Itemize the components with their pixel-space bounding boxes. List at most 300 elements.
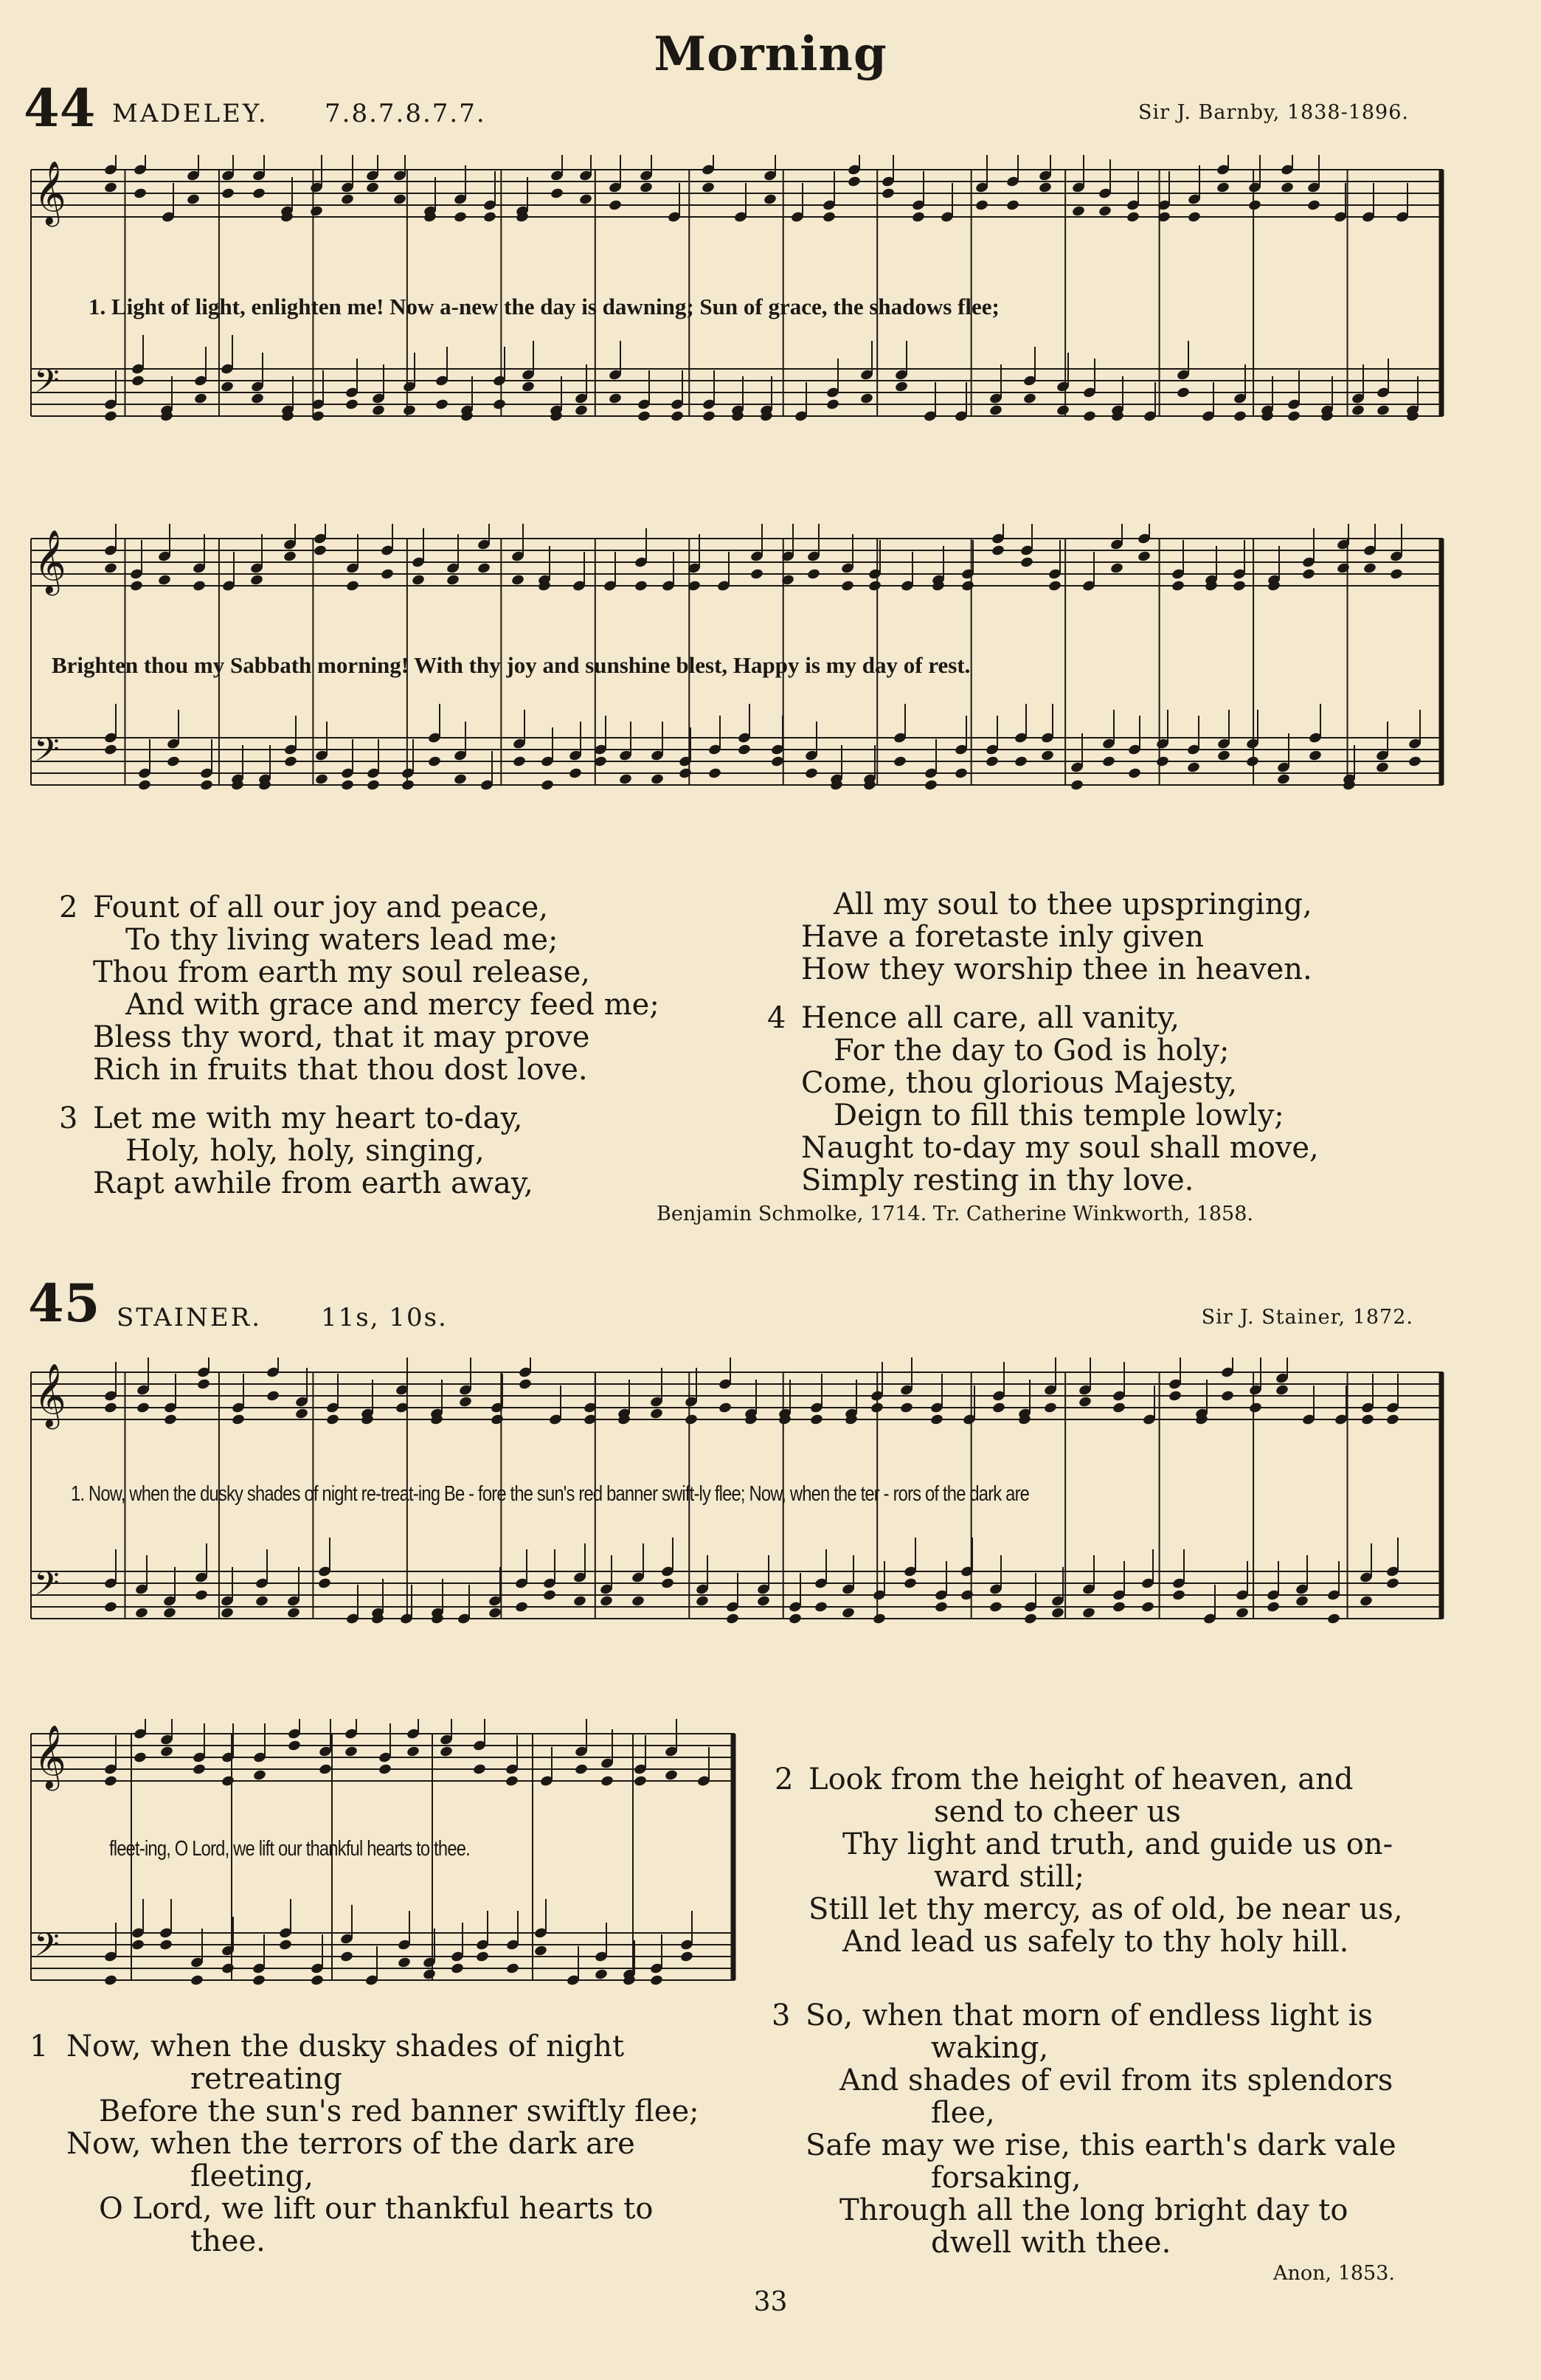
verse-4 xyxy=(767,1002,1446,1197)
note-head xyxy=(378,1763,392,1776)
note-head xyxy=(840,580,854,592)
note-head xyxy=(763,193,777,206)
note-head xyxy=(1385,1577,1399,1590)
note-head xyxy=(1308,750,1322,762)
note-head xyxy=(988,404,1002,417)
note-head xyxy=(533,1945,547,1957)
note-head xyxy=(1385,1414,1399,1426)
note-head xyxy=(868,580,882,592)
note-head xyxy=(725,1613,739,1625)
note-head xyxy=(1389,568,1403,581)
note-head xyxy=(1040,750,1054,762)
note-head xyxy=(650,773,664,786)
note-head xyxy=(1126,211,1140,224)
note-head xyxy=(190,1974,204,1987)
note-head xyxy=(550,187,564,200)
note-head xyxy=(446,574,460,587)
note-head xyxy=(804,767,818,780)
note-head xyxy=(103,181,117,194)
note-head xyxy=(250,392,264,405)
note-head xyxy=(572,1595,586,1608)
verse-line: retreating xyxy=(190,2062,342,2096)
verse-number: 2 xyxy=(775,1762,794,1796)
note-head xyxy=(649,1408,663,1420)
note-head xyxy=(157,574,171,587)
verse-line: Rich in fruits that thou dost love. xyxy=(93,1053,588,1087)
note-head xyxy=(1376,404,1390,417)
note-head xyxy=(345,580,359,592)
verse-line: Deign to fill this temple lowly; xyxy=(834,1099,1284,1132)
note-head xyxy=(339,1951,353,1963)
treble-clef-icon: 𝄞 xyxy=(34,1725,66,1788)
note-head xyxy=(199,779,213,792)
note-head xyxy=(220,1607,234,1619)
lyrics-line: Brighten thou my Sabbath morning! With thy joy and sunshine blest, Happy is my day of rest. xyxy=(52,652,971,678)
note-head xyxy=(1043,1402,1057,1414)
note-head xyxy=(639,181,653,194)
note-head xyxy=(371,404,385,417)
note-head xyxy=(450,1962,464,1975)
note-head xyxy=(1098,205,1112,218)
music-system-45-1 xyxy=(30,1357,1446,1704)
verse-line: How they worship thee in heaven. xyxy=(801,952,1312,986)
note-head xyxy=(159,1939,173,1951)
note-head xyxy=(492,398,506,411)
note-head xyxy=(574,1763,588,1776)
note-head xyxy=(1245,755,1259,768)
note-head xyxy=(974,199,988,212)
verse-line: Thou from earth my soul release, xyxy=(93,955,590,989)
note-head xyxy=(458,1396,472,1408)
verse-line: And lead us safely to thy holy hill. xyxy=(842,1925,1349,1959)
note-head xyxy=(196,1378,210,1391)
note-head xyxy=(684,1414,698,1426)
note-head xyxy=(608,392,622,405)
note-head xyxy=(1112,1402,1126,1414)
note-head xyxy=(991,544,1005,557)
note-head xyxy=(220,381,234,393)
note-head xyxy=(1295,1595,1309,1608)
note-head xyxy=(1336,562,1350,575)
verse-number: 4 xyxy=(767,1001,786,1035)
meter: 7.8.7.8.7.7. xyxy=(325,99,486,128)
hymn-number: 45 xyxy=(28,1273,100,1334)
note-head xyxy=(512,755,526,768)
note-head xyxy=(1109,562,1123,575)
verse-line: thee. xyxy=(190,2224,266,2258)
note-head xyxy=(1112,1601,1126,1613)
note-head xyxy=(1216,750,1230,762)
verse-line: Simply resting in thy love. xyxy=(801,1163,1194,1197)
note-head xyxy=(287,1740,301,1752)
verse-number: 2 xyxy=(59,890,78,924)
tune-name: STAINER. xyxy=(117,1303,263,1332)
verse-line: All my soul to thee upspringing, xyxy=(834,888,1312,921)
bass-clef-icon: 𝄢 xyxy=(34,1564,60,1611)
verse-line: Fount of all our joy and peace, xyxy=(93,890,549,924)
note-head xyxy=(1070,779,1084,792)
note-head xyxy=(1168,1390,1182,1402)
note-head xyxy=(1235,1607,1249,1619)
note-head xyxy=(894,381,908,393)
note-head xyxy=(129,580,143,592)
verse-line: Through all the long bright day to xyxy=(839,2193,1348,2227)
note-head xyxy=(924,779,938,792)
note-head xyxy=(505,1962,519,1975)
note-head xyxy=(411,574,425,587)
note-head xyxy=(1022,392,1036,405)
note-head xyxy=(695,1595,709,1608)
verse-line: Bless thy word, that it may prove xyxy=(93,1020,590,1054)
note-head xyxy=(453,211,467,224)
note-head xyxy=(103,1974,117,1987)
note-head xyxy=(1216,181,1230,194)
note-head xyxy=(344,1746,358,1758)
note-head xyxy=(163,1414,177,1426)
note-head xyxy=(401,779,415,792)
note-head xyxy=(701,181,715,194)
music-system-44-1 xyxy=(30,155,1446,502)
note-head xyxy=(599,1595,613,1608)
note-head xyxy=(518,1378,532,1391)
note-head xyxy=(1187,211,1201,224)
note-head xyxy=(1276,773,1290,786)
hymn-number: 44 xyxy=(24,77,96,139)
note-head xyxy=(960,1589,974,1602)
note-head xyxy=(1248,1402,1262,1414)
note-head xyxy=(286,1607,300,1619)
note-head xyxy=(221,1962,235,1975)
verse-3 xyxy=(59,1102,738,1200)
note-head xyxy=(521,381,535,393)
note-head xyxy=(310,1974,324,1987)
note-head xyxy=(574,404,588,417)
note-head xyxy=(344,398,359,411)
verse-line: Hence all care, all vanity, xyxy=(801,1001,1180,1035)
note-head xyxy=(103,744,117,756)
note-head xyxy=(380,568,394,581)
note-head xyxy=(899,1402,913,1414)
note-head xyxy=(482,211,496,224)
note-head xyxy=(1078,1396,1092,1408)
note-head xyxy=(756,1595,770,1608)
note-head xyxy=(318,1763,332,1776)
verse-line: Rapt awhile from earth away, xyxy=(93,1166,533,1200)
note-head xyxy=(159,1746,173,1758)
note-head xyxy=(893,755,907,768)
note-head xyxy=(814,1601,828,1613)
note-head xyxy=(841,1607,855,1619)
note-head xyxy=(749,568,763,581)
note-head xyxy=(488,1607,502,1619)
note-head xyxy=(134,1607,148,1619)
note-head xyxy=(1351,404,1365,417)
verse-line: Naught to-day my soul shall move, xyxy=(801,1131,1319,1165)
note-head xyxy=(249,574,263,587)
note-head xyxy=(1362,562,1376,575)
verse-line: ward still; xyxy=(934,1860,1084,1894)
note-head xyxy=(1233,410,1247,423)
note-head xyxy=(510,574,524,587)
verse-line: Come, thou glorious Majesty, xyxy=(801,1066,1238,1100)
treble-clef-icon: 𝄞 xyxy=(34,161,66,224)
note-head xyxy=(340,779,354,792)
verse-2 xyxy=(59,891,738,1086)
note-head xyxy=(402,404,416,417)
note-head xyxy=(568,767,582,780)
note-head xyxy=(678,767,692,780)
note-head xyxy=(254,1595,269,1608)
verse-line: Now, when the terrors of the dark are xyxy=(66,2127,635,2161)
note-head xyxy=(278,1939,292,1951)
note-head xyxy=(660,1577,674,1590)
verse-line: Safe may we rise, this earth's dark vale xyxy=(806,2128,1396,2162)
note-head xyxy=(1266,1601,1280,1613)
note-head xyxy=(1275,1384,1289,1397)
music-notation xyxy=(30,524,1446,834)
note-head xyxy=(1171,1589,1185,1602)
note-head xyxy=(103,410,117,423)
verse-line: To thy living waters lead me; xyxy=(125,923,558,957)
note-head xyxy=(453,773,467,786)
note-head xyxy=(1171,580,1185,592)
note-head xyxy=(162,1607,176,1619)
music-system-44-2 xyxy=(30,524,1446,834)
note-head xyxy=(1050,1607,1064,1619)
note-head xyxy=(991,1402,1005,1414)
note-head xyxy=(283,550,297,563)
note-head xyxy=(578,193,592,206)
composer-credit: Sir J. Barnby, 1838-1896. xyxy=(1138,101,1409,124)
note-head xyxy=(1056,404,1070,417)
note-head xyxy=(340,193,354,206)
note-head xyxy=(608,199,622,212)
note-head xyxy=(809,1414,823,1426)
verse-line: fleeting, xyxy=(190,2159,314,2193)
verse-line: Still let thy mercy, as of old, be near us, xyxy=(808,1892,1403,1926)
note-head xyxy=(788,1613,802,1625)
note-head xyxy=(325,1414,339,1426)
note-head xyxy=(1047,580,1062,592)
note-head xyxy=(477,562,491,575)
lyrics-line: 1. Light of light, enlighten me! Now a-new the day is dawning; Sun of grace, the shadows flee; xyxy=(89,294,1000,319)
verse-line: forsaking, xyxy=(931,2161,1081,2195)
tune-name: MADELEY. xyxy=(112,99,269,128)
note-head xyxy=(847,176,861,188)
treble-clef-icon: 𝄞 xyxy=(34,1363,66,1427)
note-head xyxy=(427,755,441,768)
note-head xyxy=(664,1769,678,1782)
note-head xyxy=(911,211,925,224)
composer-credit: Sir J. Stainer, 1872. xyxy=(1201,1306,1413,1329)
note-head xyxy=(1155,755,1169,768)
note-head xyxy=(490,1414,504,1426)
note-head xyxy=(954,767,968,780)
note-head xyxy=(1407,755,1421,768)
verse-line: Let me with my heart to-day, xyxy=(93,1101,523,1135)
meter: 11s, 10s. xyxy=(321,1303,448,1332)
note-head xyxy=(131,1939,145,1951)
note-head xyxy=(133,187,147,200)
note-head xyxy=(1359,1595,1373,1608)
note-head xyxy=(929,1414,943,1426)
note-head xyxy=(881,187,895,200)
note-head xyxy=(988,1601,1002,1613)
note-head xyxy=(309,205,323,218)
note-head xyxy=(314,773,328,786)
lyrics-line: fleet-ing, O Lord, we lift our thankful hearts to thee. xyxy=(109,1837,470,1861)
verse-1 xyxy=(30,2030,738,2258)
verse-line: Now, when the dusky shades of night xyxy=(66,2030,625,2064)
note-head xyxy=(406,1746,420,1758)
note-head xyxy=(1360,1414,1374,1426)
note-head xyxy=(252,187,266,200)
note-head xyxy=(1176,387,1190,399)
note-head xyxy=(670,410,684,423)
verse-block-left xyxy=(59,891,738,1200)
note-head xyxy=(137,779,151,792)
author-credit: Anon, 1853. xyxy=(1273,2262,1395,2285)
note-head xyxy=(1287,410,1301,423)
note-head xyxy=(193,392,207,405)
note-head xyxy=(859,392,873,405)
note-head xyxy=(131,375,145,387)
page-number: 33 xyxy=(753,2287,788,2317)
verse-line: waking, xyxy=(931,2031,1049,2065)
verse-number: 3 xyxy=(772,1999,791,2033)
note-head xyxy=(252,1974,266,1987)
verse-line: Holy, holy, holy, singing, xyxy=(125,1134,485,1168)
note-head xyxy=(317,1577,331,1590)
note-head xyxy=(186,193,200,206)
note-head xyxy=(1232,580,1246,592)
verse-line: flee, xyxy=(931,2096,995,2130)
note-head xyxy=(1038,181,1052,194)
note-head xyxy=(439,1746,453,1758)
note-head xyxy=(1301,568,1315,581)
note-head xyxy=(1280,181,1294,194)
note-head xyxy=(822,211,836,224)
note-head xyxy=(192,1763,206,1776)
note-head xyxy=(133,1751,147,1764)
lyrics-line: 1. Now, when the dusky shades of night re-treat-ing Be - fore the sun's red banner swift-ly flee; Now, when the ter - rors of the dark are xyxy=(71,1482,1030,1506)
treble-clef-icon: 𝄞 xyxy=(34,530,66,593)
note-head xyxy=(707,767,721,780)
note-head xyxy=(631,1595,645,1608)
verse-line: Thy light and truth, and guide us on- xyxy=(842,1827,1393,1861)
note-head xyxy=(294,1408,308,1420)
note-head xyxy=(702,410,716,423)
verse-line: Look from the height of heaven, and xyxy=(808,1762,1354,1796)
verse-line: dwell with thee. xyxy=(931,2226,1171,2260)
verse-3-continued xyxy=(801,888,1446,986)
note-head xyxy=(872,1613,886,1625)
note-head xyxy=(1247,199,1261,212)
note-head xyxy=(633,1775,647,1788)
verse-number: 1 xyxy=(30,2030,49,2064)
verse-line: Before the sun's red banner swiftly flee; xyxy=(99,2094,699,2128)
note-head xyxy=(637,410,651,423)
note-head xyxy=(103,1775,117,1788)
verse-line: And with grace and mercy feed me; xyxy=(125,988,659,1022)
note-head xyxy=(194,1589,208,1602)
note-head xyxy=(422,1968,436,1981)
verse-number: 3 xyxy=(59,1101,78,1135)
note-head xyxy=(825,398,839,411)
note-head xyxy=(166,755,180,768)
bass-clef-icon: 𝄢 xyxy=(34,730,60,777)
note-head xyxy=(252,1769,266,1782)
note-head xyxy=(221,187,235,200)
verse-line: O Lord, we lift our thankful hearts to xyxy=(99,2192,654,2226)
note-head xyxy=(266,1390,280,1402)
music-notation xyxy=(30,155,1446,502)
note-head xyxy=(634,580,648,592)
verse-block-right xyxy=(767,888,1446,1197)
note-head xyxy=(1019,556,1033,569)
note-head xyxy=(472,1763,486,1776)
note-head xyxy=(594,1968,608,1981)
verse-line: send to cheer us xyxy=(934,1795,1181,1829)
note-head xyxy=(1023,1613,1037,1625)
verse-line: For the day to God is holy; xyxy=(834,1034,1230,1068)
note-head xyxy=(192,580,206,592)
note-head xyxy=(434,398,449,411)
note-head xyxy=(505,1775,519,1788)
note-head xyxy=(1005,199,1019,212)
note-head xyxy=(313,544,327,557)
note-head xyxy=(136,1402,150,1414)
note-head xyxy=(903,1577,917,1590)
note-head xyxy=(1014,755,1028,768)
note-head xyxy=(649,1974,663,1987)
note-head xyxy=(1375,761,1389,774)
music-system-45-2 xyxy=(30,1719,738,2014)
section-title: Morning xyxy=(654,27,887,82)
note-head xyxy=(1101,755,1115,768)
note-head xyxy=(737,744,751,756)
music-notation xyxy=(30,1357,1446,1704)
note-head xyxy=(1137,550,1151,563)
note-head xyxy=(718,1402,732,1414)
note-head xyxy=(1220,1390,1234,1402)
note-head xyxy=(1127,767,1141,780)
note-head xyxy=(1082,410,1096,423)
note-head xyxy=(770,755,784,768)
note-head xyxy=(103,1402,117,1414)
note-head xyxy=(221,1775,235,1788)
verse-line: Have a foretaste inly given xyxy=(801,920,1204,954)
author-credit: Benjamin Schmolke, 1714. Tr. Catherine Winkworth, 1858. xyxy=(657,1203,1253,1225)
note-head xyxy=(231,1414,245,1426)
bass-clef-icon: 𝄢 xyxy=(34,362,60,408)
note-head xyxy=(934,1601,948,1613)
note-head xyxy=(1140,1601,1154,1613)
verse-3 xyxy=(772,1999,1465,2259)
note-head xyxy=(475,1951,489,1963)
note-head xyxy=(542,1589,556,1602)
note-head xyxy=(1326,1613,1340,1625)
note-head xyxy=(806,568,820,581)
note-head xyxy=(600,1775,614,1788)
note-head xyxy=(103,562,117,575)
verse-line: So, when that morn of endless light is xyxy=(806,1999,1374,2033)
note-head xyxy=(392,193,406,206)
note-head xyxy=(679,1951,693,1963)
verse-line: And shades of evil from its splendors xyxy=(839,2064,1393,2097)
music-notation xyxy=(30,1719,738,2014)
note-head xyxy=(985,755,999,768)
